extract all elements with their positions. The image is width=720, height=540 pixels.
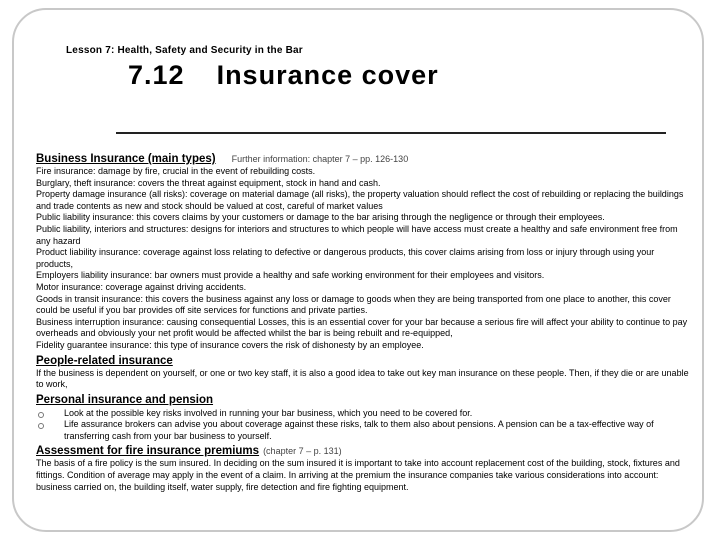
bullet-item bbox=[36, 408, 692, 420]
slide-body bbox=[36, 152, 692, 493]
assessment-text: The basis of a fire policy is the sum insured. In deciding on the sum insured it is important to take into account replacement cost of the building, stock, fixtures and fittings. Condition of average may apply in the event of a claim. In arriving at the premium the insurance companies take various considerations into account: business carried on, the building itself, water supply, fire detection and fire fighting equipment. bbox=[36, 458, 680, 492]
business-item: Business interruption insurance: causing consequential Losses, this is an essential cover for your bar because a serious fire will affect your ability to continue to pay overheads and obviously your net profit would be affected whilst the bar is being rebuilt and re-equipped, bbox=[36, 316, 688, 339]
personal-bullets bbox=[36, 408, 692, 443]
business-section bbox=[36, 152, 692, 352]
slide-title bbox=[128, 60, 439, 91]
personal-heading: Personal insurance and pension bbox=[36, 393, 214, 406]
business-item: Fire insurance: damage by fire, crucial in the event of rebuilding costs. bbox=[36, 166, 316, 176]
business-item: Goods in transit insurance: this covers the business against any loss or damage to goods when they are being transported from one place to another, this cover could be useful if you bar provides off site services for functions and private parties. bbox=[36, 293, 671, 316]
people-section bbox=[36, 354, 692, 391]
bullet-icon bbox=[38, 423, 44, 429]
business-heading: Business Insurance (main types) bbox=[36, 153, 216, 165]
lesson-header: Lesson 7: Health, Safety and Security in the Bar bbox=[66, 45, 303, 56]
people-text: If the business is dependent on yourself, or one or two key staff, it is also a good idea to take out key man insurance on these people. Then, if they die or are unable to work, bbox=[36, 367, 689, 390]
title-text: Insurance cover bbox=[216, 60, 439, 90]
bullet-item bbox=[36, 419, 692, 442]
business-item: Public liability, interiors and structures: designs for interiors and structures to which people will have access must create a healthy and safe environment free from any hazard bbox=[36, 223, 678, 246]
business-reference: Further information: chapter 7 – pp. 126-130 bbox=[231, 154, 409, 164]
title-divider bbox=[116, 132, 666, 134]
business-items bbox=[36, 166, 692, 352]
business-item: Motor insurance: coverage against driving accidents. bbox=[36, 281, 247, 292]
business-item: Property damage insurance (all risks): coverage on material damage (all risks), the property valuation should reflect the cost of rebuilding or replacing the buildings and trade contents as new and stock should be valued at cost, careful of market values bbox=[36, 189, 684, 211]
personal-section bbox=[36, 393, 692, 443]
bullet-text: Life assurance brokers can advise you about coverage against these risks, talk to them also about pensions. A pension can be a tax-effective way of transferring cash from your bar business to yourself. bbox=[64, 419, 654, 441]
bullet-icon bbox=[38, 412, 44, 418]
section-number: 7.12 bbox=[128, 60, 185, 90]
assessment-reference: (chapter 7 – p. 131) bbox=[263, 446, 342, 457]
business-item: Product liability insurance: coverage against loss relating to defective or dangerous products, this cover claims arising from loss or injury through using your products, bbox=[36, 247, 655, 269]
business-item: Fidelity guarantee insurance: this type of insurance covers the risk of dishonesty by an employee. bbox=[36, 339, 424, 350]
assessment-section bbox=[36, 444, 692, 493]
people-heading: People-related insurance bbox=[36, 354, 173, 367]
assessment-heading: Assessment for fire insurance premiums bbox=[36, 445, 260, 458]
business-item: Employers liability insurance: bar owners must provide a healthy and safe working environment for their employees and visitors. bbox=[36, 270, 545, 281]
business-item: Public liability insurance: this covers claims by your customers or damage to the bar arising through the negligence or through their employees. bbox=[36, 212, 605, 223]
business-item: Burglary, theft insurance: covers the threat against equipment, stock in hand and cash. bbox=[36, 177, 381, 188]
bullet-text: Look at the possible key risks involved in running your bar business, which you need to be covered for. bbox=[64, 407, 473, 418]
